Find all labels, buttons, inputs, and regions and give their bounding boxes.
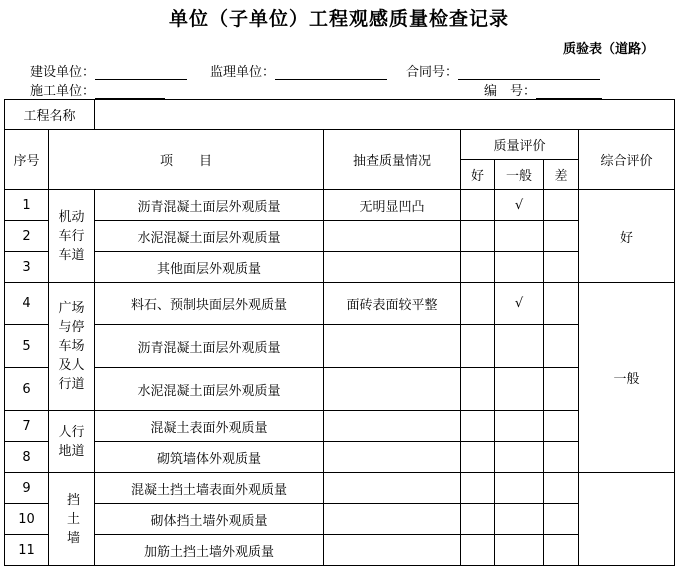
row-poor[interactable] [544,325,579,368]
table-row [5,252,675,283]
project-name-row [5,100,675,130]
table-row [5,325,675,368]
row-no: 6 [5,368,49,411]
header-row [5,130,675,160]
row-item: 砌筑墙体外观质量 [95,442,324,473]
supervision-unit-label: 监理单位： [210,65,276,80]
row-item: 加筋土挡土墙外观质量 [95,535,324,566]
overall-plaza-parking-sidewalk[interactable]: 一般 [579,283,675,473]
table-row [5,221,675,252]
category-underpass: 人行地道 [49,411,95,473]
row-good[interactable] [461,535,495,566]
row-no: 3 [5,252,49,283]
serial-no-label: 编 号： [484,84,537,99]
row-no: 2 [5,221,49,252]
row-inspection[interactable]: 面砖表面较平整 [324,283,461,325]
row-average[interactable] [495,411,544,442]
supervision-unit-blank[interactable] [275,65,387,80]
row-average-check[interactable]: √ [495,190,544,221]
header-poor: 差 [544,160,579,190]
page-title: 单位（子单位）工程观感质量检查记录 [168,8,509,30]
row-good[interactable] [461,190,495,221]
header-good: 好 [461,160,495,190]
row-good[interactable] [461,221,495,252]
row-good[interactable] [461,283,495,325]
row-good[interactable] [461,473,495,504]
row-poor[interactable] [544,252,579,283]
supervision-unit-field [210,61,387,80]
overall-motor-lane[interactable]: 好 [579,190,675,283]
row-inspection[interactable] [324,368,461,411]
row-good[interactable] [461,442,495,473]
table-row [5,190,675,221]
table-row [5,504,675,535]
row-inspection[interactable] [324,221,461,252]
construction-unit-field [30,61,187,80]
row-no: 5 [5,325,49,368]
serial-no-blank[interactable] [536,84,602,99]
row-average[interactable] [495,252,544,283]
header-average: 一般 [495,160,544,190]
row-no: 4 [5,283,49,325]
row-poor[interactable] [544,190,579,221]
row-poor[interactable] [544,473,579,504]
row-inspection[interactable] [324,411,461,442]
row-no: 8 [5,442,49,473]
builder-unit-field [30,80,165,99]
row-item: 沥青混凝土面层外观质量 [95,325,324,368]
row-average-check[interactable]: √ [495,283,544,325]
header-quality-eval: 质量评价 [461,130,579,160]
row-item: 水泥混凝土面层外观质量 [95,368,324,411]
contract-no-blank[interactable] [458,65,600,80]
category-retaining-wall-label: 挡土墙 [67,492,81,546]
header-inspection: 抽查质量情况 [324,130,461,190]
row-poor[interactable] [544,368,579,411]
row-no: 11 [5,535,49,566]
row-average[interactable] [495,442,544,473]
construction-unit-label: 建设单位： [30,65,96,80]
row-item: 料石、预制块面层外观质量 [95,283,324,325]
row-good[interactable] [461,368,495,411]
header-overall: 综合评价 [579,130,675,190]
row-item: 混凝土表面外观质量 [95,411,324,442]
row-good[interactable] [461,325,495,368]
row-item: 沥青混凝土面层外观质量 [95,190,324,221]
row-average[interactable] [495,473,544,504]
row-item: 水泥混凝土面层外观质量 [95,221,324,252]
row-item: 混凝土挡土墙表面外观质量 [95,473,324,504]
row-poor[interactable] [544,411,579,442]
category-motor-lane: 机动车行车道 [49,190,95,283]
contract-no-label: 合同号： [406,65,459,80]
row-inspection[interactable] [324,473,461,504]
header-seq: 序号 [5,130,49,190]
contract-no-field [406,61,600,80]
table-row [5,473,675,504]
category-plaza-parking-sidewalk: 广场与停车场及人行道 [49,283,95,411]
row-average[interactable] [495,325,544,368]
category-retaining-wall [49,473,95,566]
row-no: 10 [5,504,49,535]
row-poor[interactable] [544,535,579,566]
row-average[interactable] [495,368,544,411]
form-code: 质验表（道路） [562,42,654,57]
overall-retaining-wall[interactable] [579,473,675,566]
builder-unit-blank[interactable] [95,84,165,99]
table-row [5,411,675,442]
row-no: 7 [5,411,49,442]
row-poor[interactable] [544,504,579,535]
builder-unit-label: 施工单位： [30,84,96,99]
row-poor[interactable] [544,221,579,252]
row-inspection[interactable] [324,325,461,368]
row-item: 其他面层外观质量 [95,252,324,283]
project-name-label: 工程名称 [5,100,95,130]
table-row [5,442,675,473]
row-inspection[interactable] [324,442,461,473]
construction-unit-blank[interactable] [95,65,187,80]
row-good[interactable] [461,504,495,535]
row-inspection[interactable] [324,535,461,566]
serial-no-field [484,80,602,99]
row-inspection[interactable] [324,252,461,283]
row-poor[interactable] [544,442,579,473]
row-average[interactable] [495,504,544,535]
row-good[interactable] [461,252,495,283]
row-poor[interactable] [544,283,579,325]
row-inspection[interactable] [324,504,461,535]
row-item: 砌体挡土墙外观质量 [95,504,324,535]
row-good[interactable] [461,411,495,442]
row-no: 9 [5,473,49,504]
row-average[interactable] [495,535,544,566]
row-no: 1 [5,190,49,221]
table-row [5,368,675,411]
table-row [5,535,675,566]
inspection-table [4,99,675,566]
table-row [5,283,675,325]
row-inspection[interactable]: 无明显凹凸 [324,190,461,221]
row-average[interactable] [495,221,544,252]
header-item: 项 目 [49,130,324,190]
project-name-value[interactable] [95,100,675,130]
